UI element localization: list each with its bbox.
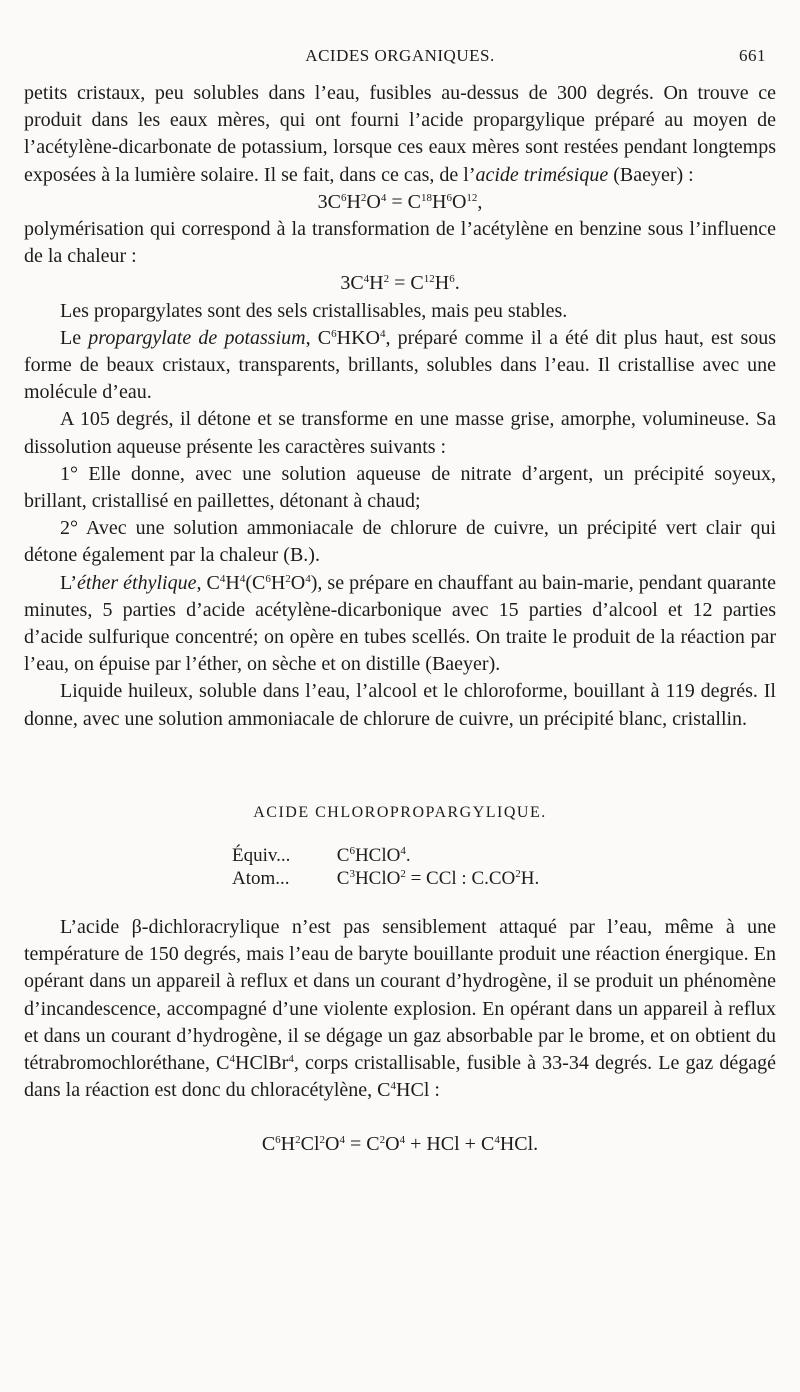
reaction-formula: $C^6H^2Cl^2O^4 = C^2O^4$ + HCl + $C^4HCl$. xyxy=(261,1132,539,1155)
page-number: 661 xyxy=(739,46,766,65)
section-title: ACIDE CHLOROPROPARGYLIQUE. xyxy=(253,803,547,821)
main-text xyxy=(24,80,776,733)
section-text xyxy=(24,914,776,1104)
paragraph: polymérisation qui correspond à la transformation de l’acétylène en benzine sous l’influence de la chaleur : xyxy=(24,218,776,268)
atom-formula: $C^3HClO^2$ = CCl : $C.CO^2H$. xyxy=(336,868,540,890)
page-body xyxy=(24,80,776,1158)
running-header xyxy=(34,46,766,72)
atom-label: Atom... xyxy=(232,868,290,890)
equiv-row xyxy=(232,844,776,867)
formula: $3C^6H^2O^4 = C^{18}H^6O^{12}$, xyxy=(317,190,483,213)
paragraph: Les propargylates sont des sels cristallisables, mais peu stables. xyxy=(60,299,568,322)
paragraph: 1° Elle donne, avec une solution aqueuse de nitrate d’argent, un précipité soyeux, brillant, cristallisé en paillettes, détonant à chaud; xyxy=(24,462,776,513)
paragraph: Le propargylate de potassium, $C^6HKO^4$, préparé comme il a été dit plus haut, est sous forme de beaux cristaux, transparents, brillants, solubles dans l’eau. Il cristallise avec une molécule d’eau. xyxy=(24,326,777,404)
paragraph: L’éther éthylique, $C^4H^4(C^6H^2O^4)$, se prépare en chauffant au bain-marie, pendant quarante minutes, 5 parties d’acide acétylène-dicarbonique avec 15 parties d’alcool et 12 parties d’acide sulfurique concentré; on opère en tubes scellés. On traite le produit de la réaction par l’eau, on épuise par l’éther, on sèche et on distille (Baeyer). xyxy=(24,571,776,676)
paragraph: A 105 degrés, il détone et se transforme en une masse grise, amorphe, volumineuse. Sa dissolution aqueuse présente les caractères suivants : xyxy=(24,408,776,458)
formula-block xyxy=(232,844,776,890)
running-title: ACIDES ORGANIQUES. xyxy=(305,46,495,65)
paragraph: Liquide huileux, soluble dans l’eau, l’alcool et le chloroforme, bouillant à 119 degrés. Il donne, avec une solution ammoniacale de chlorure de cuivre, un précipité blanc, cristallin. xyxy=(24,680,776,730)
formula: $3C^4H^2 = C^{12}H^6$. xyxy=(340,272,460,295)
paragraph: 2° Avec une solution ammoniacale de chlorure de cuivre, un précipité vert clair qui détone également par la chaleur (B.). xyxy=(24,517,776,567)
paragraph: L’acide β-dichloracrylique n’est pas sensiblement attaqué par l’eau, même à une température de 150 degrés, mais l’eau de baryte bouillante produit une réaction énergique. En opérant dans un appareil à reflux et dans un courant d’hydrogène, il se produit un phénomène d’incandescence, accompagné d’une violente explosion. En opérant dans un appareil à reflux et dans un courant d’hydrogène, il se dégage un gaz absorbable par le brome, et on obtient du tétrabromochloréthane, $C^4HClBr^4$, corps cristallisable, fusible à 33-34 degrés. Le gaz dégagé dans la réaction est donc du chloracétylène, $C^4HCl$ : xyxy=(24,916,776,1102)
equiv-formula: $C^6HClO^4$. xyxy=(336,845,411,867)
atom-row xyxy=(232,867,776,890)
paragraph: petits cristaux, peu solubles dans l’eau, fusibles au-dessus de 300 degrés. On trouve ce produit dans les eaux mères, qui ont fourni l’acide propargylique préparé au moyen de l’acétylène-dicarbonate de potassium, lorsque ces eaux mères sont restées pendant longtemps exposées à la lumière solaire. Il se fait, dans ce cas, de l’acide trimésique (Baeyer) : xyxy=(24,82,776,186)
equiv-label: Équiv... xyxy=(232,845,291,867)
